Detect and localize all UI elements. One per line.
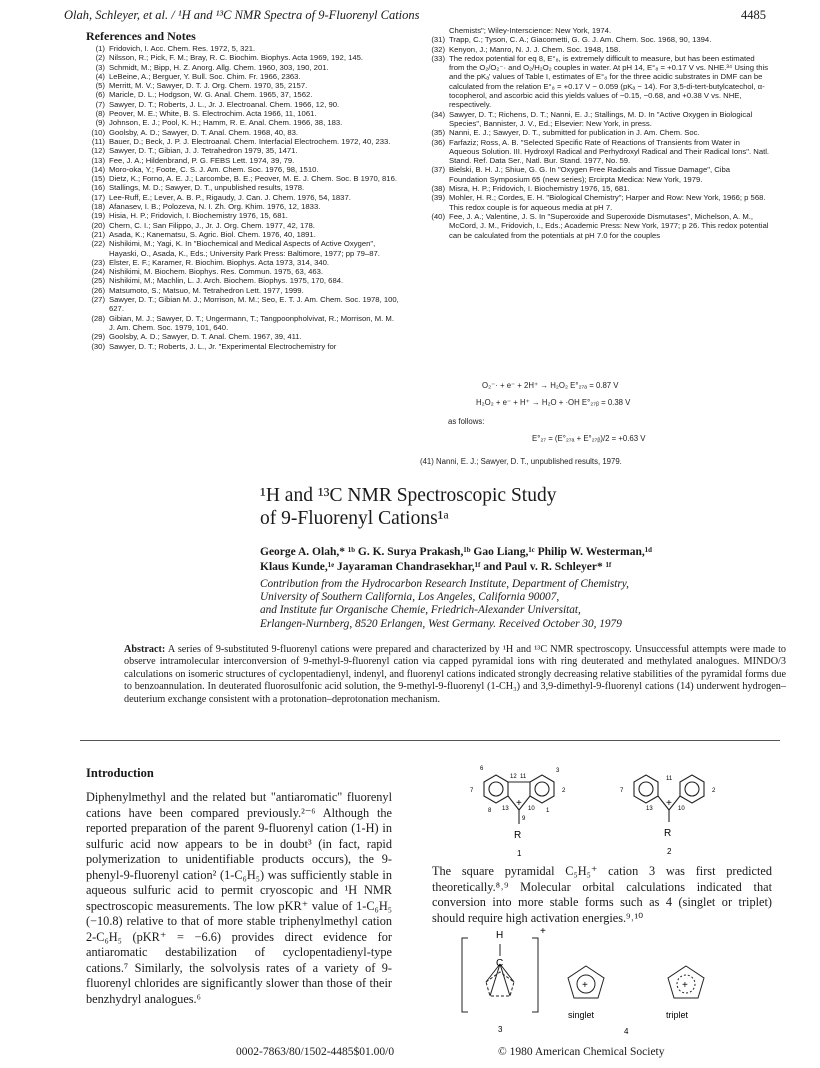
reference-number: (33) — [431, 53, 445, 63]
equation-27a: O₂⁻· + e⁻ + 2H⁺ → H₂O₂ E°₂₇ₐ = 0.87 V — [482, 381, 619, 390]
reference-text: Mohler, H. R.; Cordes, E. H. "Biological Chemistry"; Harper and Row: New York, 1966; p 568. This redox couple is for aqueous media at pH 7. — [449, 193, 766, 212]
reference-item — [420, 193, 770, 212]
plus-sign: + — [516, 798, 522, 809]
reference-number: (39) — [431, 193, 445, 203]
reference-text: Misra, H. P.; Fridovich, I. Biochemistry 1976, 15, 681. — [449, 184, 630, 194]
affiliation — [260, 578, 780, 631]
authors-line-2: Klaus Kunde,¹ᵉ Jayaraman Chandrasekhar,¹ᶠ and Paul v. R. Schleyer* ¹ᶠ — [260, 560, 612, 573]
reference-number: (17) — [91, 192, 105, 202]
references-title: References and Notes — [86, 29, 196, 43]
reference-item — [80, 276, 400, 285]
reference-text: Nishikimi, M.; Machlin, L. J. Arch. Biochem. Biophys. 1975, 170, 684. — [109, 276, 344, 286]
reference-number: (40) — [431, 211, 445, 221]
singlet-label: singlet — [568, 1010, 595, 1020]
structure-label-3: 3 — [498, 1025, 503, 1034]
reference-text: Nishikimi, M. Biochem. Biophys. Res. Commun. 1975, 63, 463. — [109, 267, 324, 277]
reference-text: Bauer, D.; Beck, J. P. J. Electroanal. Chem. Interfacial Electrochem. 1972, 40, 233. — [109, 136, 391, 146]
reference-number: (9) — [95, 118, 105, 128]
reference-text: Moro-oka, Y.; Foote, C. S. J. Am. Chem. Soc. 1976, 98, 1510. — [109, 164, 319, 174]
abstract-label: Abstract: — [124, 644, 166, 655]
reference-item — [80, 128, 400, 137]
reference-text: Trapp, C.; Tyson, C. A.; Giacometti, G. G. J. Am. Chem. Soc. 1968, 90, 1394. — [449, 35, 712, 45]
reference-number: (27) — [91, 295, 105, 305]
affiliation-line-2: University of Southern California, Los Angeles, California 90007, — [260, 591, 560, 604]
reference-text: Fee, J. A.; Valentine, J. S. In "Superoxide and Superoxide Dismutases", Michelson, A. M., McCord, J. M., Fridovich, I., Eds.; Academic Press: New York, 1977; p 26. This redox potential can be calculated from the potentials at pH 7.0 for the couples — [449, 211, 769, 240]
reference-text: Goolsby, A. D.; Sawyer, D. T. Anal. Chem. 1967, 39, 411. — [109, 332, 302, 342]
article-title — [260, 484, 556, 530]
reference-item — [80, 90, 400, 99]
reference-number: (26) — [91, 285, 105, 295]
reference-number: (36) — [431, 137, 445, 147]
reference-item — [80, 118, 400, 127]
reference-item — [80, 267, 400, 276]
reference-item — [80, 202, 400, 211]
position-label-3: 3 — [556, 768, 560, 774]
reference-number: (7) — [95, 99, 105, 109]
article-title-line-1: ¹H and ¹³C NMR Spectroscopic Study — [260, 485, 557, 506]
reference-number: (12) — [91, 146, 105, 156]
reference-text: Gibian, M. J.; Sawyer, D. T.; Ungermann, T.; Tangpoonpholvivat, R.; Morrison, M. M. J. Am. Chem. Soc. 1979, 101, 640. — [109, 313, 394, 332]
structure-label-2: 2 — [667, 847, 672, 856]
reference-number: (15) — [91, 174, 105, 184]
reference-number: (14) — [91, 164, 105, 174]
reference-number: (10) — [91, 127, 105, 137]
reference-text: Asada, K.; Kanematsu, S. Agric. Biol. Chem. 1976, 40, 1891. — [109, 229, 316, 239]
reference-text: Dietz, K.; Forno, A. E. J.; Larcombe, B. E.; Peover, M. E. J. Chem. Soc. B 1970, 816. — [109, 174, 397, 184]
reference-number: (28) — [91, 313, 105, 323]
reference-text: Stallings, M. D.; Sawyer, D. T., unpublished results, 1978. — [109, 183, 305, 193]
reference-number: (38) — [431, 184, 445, 194]
reference-text: Hisia, H. P.; Fridovich, I. Biochemistry 1976, 15, 681. — [109, 211, 288, 221]
reference-item — [80, 221, 400, 230]
reference-number: (41) — [420, 457, 434, 466]
reference-text: Elster, E. F.; Karamer, R. Biochim. Biophys. Acta 1973, 314, 340. — [109, 257, 330, 267]
affiliation-line-4: Erlangen-Nurnberg, 8520 Erlangen, West Germany. Received October 30, 1979 — [260, 617, 622, 630]
position-label-13: 13 — [646, 806, 653, 812]
reference-number: (20) — [91, 220, 105, 230]
reference-item — [420, 26, 770, 35]
reference-text: Sawyer, D. T.; Roberts, J. L., Jr. "Experimental Electrochemistry for — [109, 341, 337, 351]
position-label-6: 6 — [480, 766, 484, 772]
references-right-column — [420, 26, 770, 240]
reference-number: (34) — [431, 109, 445, 119]
reference-item — [420, 45, 770, 54]
reference-item — [80, 332, 400, 341]
introduction-heading: Introduction — [86, 766, 154, 780]
reference-text: Farfaziz; Ross, A. B. "Selected Specific Rate of Reactions of Transients from Water in Aqueous Solution. III. Hydroxyl Radical and Perhydroxyl Radical and Their Radical Ions". Natl. Stand. Ref. Data Ser., Natl. Bur. Stand. 1977, No. 59. — [449, 137, 770, 166]
reference-item — [420, 184, 770, 193]
abstract-text: A series of 9-substituted 9-fluorenyl cations were prepared and characterized by ¹H and ¹³C NMR spectroscopy. Unsuccessful attempts were made to observe intramolecular interconversion of 9-methyl-9-fluorenyl cation via capped pyramidal ions with ring deuterated and methylated analogues. MINDO/3 calculations on isomeric structures of cyclopentadienyl, indenyl, and fluorenyl cations indicated strongly decreasing relative stabilities of the pyramidal forms due to benzoannulation. In deuterated fluorosulfonic acid solution, the 9-methyl-9-fluorenyl (1-CH₃) and 3,9-dimethyl-9-fluorenyl cations (14) underwent hydrogen–deuterium exchange consistent with a protonation–deprotonation mechanism. — [124, 644, 786, 705]
reference-number: (30) — [91, 341, 105, 351]
reference-number: (11) — [91, 136, 105, 146]
triplet-label: triplet — [666, 1010, 689, 1020]
reference-item — [420, 165, 770, 184]
references-left-column — [80, 44, 400, 351]
reference-number: (16) — [91, 183, 105, 193]
plus-sign: + — [582, 980, 588, 991]
footer-copyright: © 1980 American Chemical Society — [498, 1046, 665, 1058]
reference-item — [80, 44, 400, 53]
structure-2-triphenylmethyl-cation — [616, 760, 726, 860]
reference-text: Afanasev, I. B.; Polozeva, N. I. Zh. Org. Khim. 1976, 12, 1833. — [109, 202, 321, 212]
reference-number: (35) — [431, 128, 445, 138]
reference-text: Chern, C. I.; San Filippo, J., Jr. J. Org. Chem. 1977, 42, 178. — [109, 220, 315, 230]
position-label-2: 2 — [562, 788, 566, 794]
reference-number: (25) — [91, 276, 105, 286]
reference-text: Bielski, B. H. J.; Shiue, G. G. In "Oxygen Free Radicals and Tissue Damage", Ciba Foundation Symposium 65 (new series); Ercirpta Medica: New York, 1979. — [449, 165, 731, 184]
structure-4-planar-cation — [566, 958, 726, 1038]
reference-text: Merritt, M. V.; Sawyer, D. T. J. Org. Chem. 1970, 35, 2157. — [109, 81, 308, 91]
reference-item — [80, 63, 400, 72]
reference-41 — [420, 457, 622, 466]
reference-item — [80, 211, 400, 220]
reference-text: Johnson, E. J.; Pool, K. H.; Hamm, R. E. Anal. Chem. 1966, 38, 183. — [109, 118, 343, 128]
reference-item — [80, 109, 400, 118]
position-label-7: 7 — [470, 788, 474, 794]
reference-text: Nanni, E. J.; Sawyer, D. T., submitted for publication in J. Am. Chem. Soc. — [449, 128, 700, 138]
reference-number: (24) — [91, 267, 105, 277]
reference-number: (32) — [431, 44, 445, 54]
position-label-11: 11 — [520, 774, 527, 780]
reference-item — [80, 193, 400, 202]
plus-sign: + — [540, 926, 546, 937]
reference-number: (22) — [91, 239, 105, 249]
abstract — [124, 644, 786, 706]
reference-text: Sawyer, D. T.; Gibian M. J.; Morrison, M. M.; Seo, E. T. J. Am. Chem. Soc. 1978, 100, 627. — [109, 295, 399, 314]
reference-number: (13) — [91, 155, 105, 165]
position-label-7: 7 — [620, 788, 624, 794]
reference-item — [80, 165, 400, 174]
reference-text: Goolsby, A. D.; Sawyer, D. T. Anal. Chem. 1968, 40, 83. — [109, 127, 299, 137]
reference-item — [80, 286, 400, 295]
position-label-1: 1 — [546, 808, 550, 814]
reference-number: (23) — [91, 257, 105, 267]
position-label-10: 10 — [678, 806, 685, 812]
equation-as-follows: as follows: — [448, 417, 485, 426]
reference-text: Schmidt, M.; Bipp, H. Z. Anorg. Allg. Chem. 1960, 303, 190, 201. — [109, 62, 329, 72]
plus-sign: + — [666, 798, 672, 809]
reference-number: (31) — [431, 35, 445, 45]
position-label-11: 11 — [666, 776, 673, 782]
reference-number: (2) — [95, 53, 105, 63]
position-label-9: 9 — [522, 816, 526, 822]
reference-number: (6) — [95, 90, 105, 100]
footer-code: 0002-7863/80/1502-4485$01.00/0 — [236, 1046, 395, 1058]
position-label-2: 2 — [712, 788, 716, 794]
reference-number: (1) — [95, 44, 105, 53]
reference-item — [80, 100, 400, 109]
reference-text: Chemists"; Wiley-Interscience: New York, 1974. — [449, 26, 612, 35]
hydrogen-label: H — [496, 930, 504, 941]
reference-item — [420, 212, 770, 240]
reference-item — [80, 53, 400, 62]
reference-item — [80, 295, 400, 314]
reference-item — [420, 35, 770, 44]
reference-text: LeBeine, A.; Berguer, Y. Bull. Soc. Chim. Fr. 1966, 2363. — [109, 71, 301, 81]
reference-item — [80, 342, 400, 351]
reference-item — [420, 54, 770, 110]
structure-3-pyramidal-cation — [458, 924, 548, 1036]
reference-text: Lee-Ruff, E.; Lever, A. B. P., Rigaudy, J. Can. J. Chem. 1976, 54, 1837. — [109, 192, 351, 202]
substituent-r: R — [514, 830, 522, 841]
position-label-10: 10 — [528, 806, 535, 812]
reference-number: (29) — [91, 332, 105, 342]
authors-line-1: George A. Olah,* ¹ᵇ G. K. Surya Prakash,¹ᵇ Gao Liang,¹ᶜ Philip W. Westerman,¹ᵈ — [260, 546, 652, 558]
reference-text: Nanni, E. J.; Sawyer, D. T., unpublished results, 1979. — [436, 457, 622, 466]
introduction-body: Diphenylmethyl and the related but "antiaromatic" fluorenyl cations have been compared previously.²⁻⁶ Although the reported preparation of the parent 9-fluorenyl cation (1-H) in sulfuric acid now appears to be in doubt³ (in fact, rapid polymerization to unidentifiable products occurs), the 9-phenyl-9-fluorenyl cation² (1-C₆H₅) was sufficiently stable in aqueous sulfuric acid to permit cryoscopic and ¹H NMR spectroscopic measurements. The low pKR⁺ value of 1-C₆H₅ (−10.8) relative to that of more stable triphenylmethyl cation 2-C₆H₅ (pKR⁺ = −6.6) provides direct evidence for antiaromatic destabilization of cyclopentadienyl-type cations.⁷ Similarly, the solvolysis rates of a variety of 9-fluorenyl chlorides are significantly slower than those of their benzhydryl analogues.⁶ — [86, 790, 392, 1006]
reference-text: Matsumoto, S.; Matsuo, M. Tetrahedron Lett. 1977, 1999. — [109, 285, 304, 295]
position-label-8: 8 — [488, 808, 492, 814]
position-label-13: 13 — [502, 806, 509, 812]
running-head-title: Olah, Schleyer, et al. / ¹H and ¹³C NMR Spectra of 9-Fluorenyl Cations — [64, 8, 420, 22]
reference-text: Kenyon, J.; Manro, N. J. J. Chem. Soc. 1948, 158. — [449, 44, 621, 54]
reference-text: Peover, M. E.; White, B. S. Electrochim. Acta 1966, 11, 1061. — [109, 109, 317, 119]
carbon-label: C — [496, 958, 504, 969]
reference-text: Nilsson, R.; Pick, F. M.; Bray, R. C. Biochim. Biophys. Acta 1969, 192, 145. — [109, 53, 364, 63]
substituent-r: R — [664, 828, 672, 839]
reference-text: Maricle, D. L.; Hodgson, W. G. Anal. Chem. 1965, 37, 1562. — [109, 90, 313, 100]
reference-text: Sawyer, D. T.; Roberts, J. L., Jr. J. Electroanal. Chem. 1966, 12, 90. — [109, 99, 340, 109]
equation-27b: H₂O₂ + e⁻ + H⁺ → H₂O + ·OH E°₂₇ᵦ = 0.38 V — [476, 398, 631, 407]
introduction-right-body: The square pyramidal C₅H₅⁺ cation 3 was first predicted theoretically.⁸˒⁹ Molecular orbital calculations indicated that conversion into more stable forms such as 4 (singlet or triplet) should require high activation energies.⁹˒¹⁰ — [432, 864, 772, 925]
reference-item — [420, 128, 770, 137]
reference-item — [80, 146, 400, 155]
reference-item — [80, 258, 400, 267]
section-divider — [80, 740, 780, 741]
reference-text: Sawyer, D. T.; Gibian, J. J. Tetrahedron 1979, 35, 1471. — [109, 146, 298, 156]
page-number: 4485 — [741, 8, 766, 22]
reference-item — [80, 230, 400, 239]
reference-text: The redox potential for eq 8, E°₈, is extremely difficult to measure, but has been estimated from the O₂/O₂⁻· and O₂/H₂O₂ couples in water. At pH 14, E°₈ = +0.17 V vs. NHE.³⁴ Using this and the pKₐ' values of Table I, estimates of E°₈ for the three acidic substrates in DMF can be calculated from the relation E°₈ = +0.17 V − 0.059 (pKₐ − 14). For 3,5-di-tert-butylcatechol, α-tocopherol, and ascorbic acid this yields values of −0.15, −0.68, and +0.38 V vs. NHE, respectively. — [449, 53, 769, 110]
reference-item — [80, 81, 400, 90]
reference-item — [80, 156, 400, 165]
position-label-12: 12 — [510, 774, 517, 780]
reference-item — [80, 183, 400, 192]
reference-number: (18) — [91, 202, 105, 212]
reference-number: (21) — [91, 229, 105, 239]
running-head — [64, 8, 766, 26]
affiliation-line-1: Contribution from the Hydrocarbon Research Institute, Department of Chemistry, — [260, 578, 629, 590]
reference-item — [80, 239, 400, 258]
reference-text: Sawyer, D. T.; Richens, D. T.; Nanni, E. J.; Stallings, M. D. In "Active Oxygen in Biological Species", Bannister, J. V., Ed.; Elsevier: New York, in press. — [449, 109, 753, 128]
reference-item — [80, 137, 400, 146]
reference-item — [80, 314, 400, 333]
reference-number: (3) — [95, 62, 105, 72]
authors — [260, 545, 780, 574]
reference-item — [80, 174, 400, 183]
reference-item — [80, 72, 400, 81]
reference-number: (5) — [95, 81, 105, 91]
structure-label-4: 4 — [624, 1027, 629, 1036]
structure-1-fluorenyl-cation — [466, 760, 576, 860]
reference-item — [420, 138, 770, 166]
reference-number: (37) — [431, 165, 445, 175]
reference-number: (8) — [95, 109, 105, 119]
structure-label-1: 1 — [517, 849, 522, 858]
reference-item — [420, 110, 770, 129]
reference-text: Nishikimi, M.; Yagi, K. In "Biochemical and Medical Aspects of Active Oxygen", Hayaski, O., Asada, K., Eds.; University Park Press: Baltimore, 1977; pp 79–87. — [109, 239, 380, 258]
reference-number: (4) — [95, 71, 105, 81]
equation-27: E°₂₇ = (E°₂₇ₐ + E°₂₇ᵦ)/2 = +0.63 V — [532, 434, 646, 443]
article-title-line-2: of 9-Fluorenyl Cations¹ᵃ — [260, 508, 449, 529]
reference-text: Fridovich, I. Acc. Chem. Res. 1972, 5, 321. — [109, 44, 256, 53]
reference-number: (19) — [91, 211, 105, 221]
affiliation-line-3: and Institute fur Organische Chemie, Friedrich-Alexander Universitat, — [260, 604, 581, 617]
reference-text: Fee, J. A.; Hildenbrand, P. G. FEBS Lett. 1974, 39, 79. — [109, 155, 295, 165]
plus-sign: + — [682, 980, 688, 991]
